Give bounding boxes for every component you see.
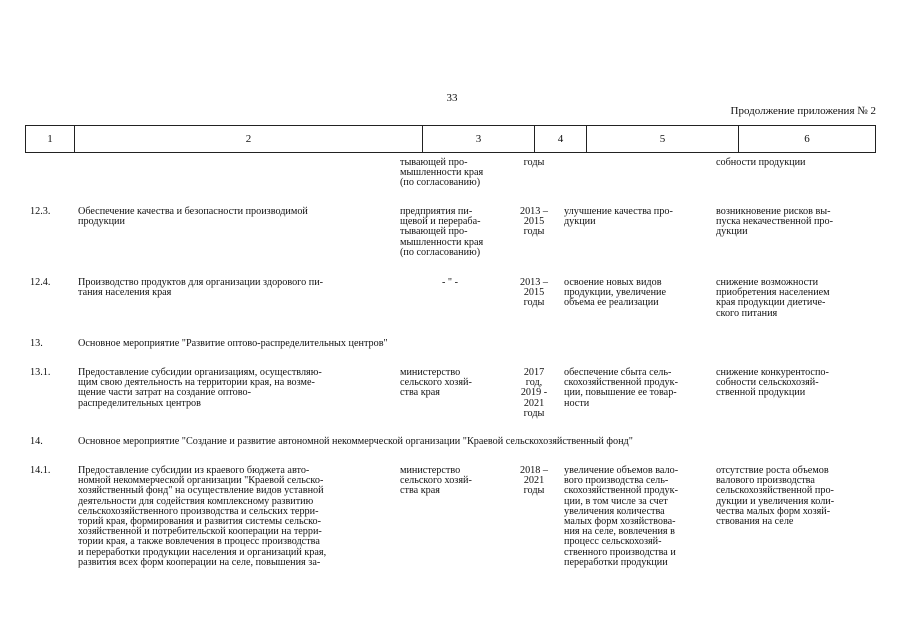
expected-result-line: продукции, увеличение [564, 287, 666, 299]
risk-line: собности сельскохозяй- [716, 377, 819, 389]
table-header [25, 125, 876, 153]
risk-line: отсутствие роста объемов [716, 465, 829, 476]
header-col-5: 5 [586, 126, 738, 152]
continued-executor-line: мышленности края [400, 167, 484, 179]
years-line: 2021 [523, 397, 545, 409]
risk-line: чества малых форм хозяй- [716, 505, 831, 517]
expected-result-line: переработки продукции [564, 556, 668, 568]
risk-line: края продукции диетиче- [716, 297, 826, 309]
expected-result-line: объема ее реализации [564, 297, 659, 309]
years-line: 2013 – [519, 206, 548, 217]
measure-name-line: щение части затрат на создание оптово- [78, 387, 252, 399]
expected-result-line: обеспечение сбыта сель- [564, 367, 672, 378]
expected-result-line: вого производства сель- [564, 475, 669, 487]
years-line: годы [523, 407, 545, 419]
expected-result-line: ности [564, 397, 590, 409]
measure-name-line: и переработки продукции населения и организаций края, [78, 546, 327, 558]
continued-executor-line: (по согласованию) [400, 177, 481, 189]
risk-line: валового производства [716, 475, 815, 487]
measure-name-line: Предоставление субсидии из краевого бюджета авто- [78, 465, 310, 476]
expected-result-line: процесс сельскохозяй- [564, 536, 662, 548]
measure-name-line: номной некоммерческой организации "Краевой сельско- [78, 475, 324, 487]
header-col-6: 6 [738, 126, 875, 152]
executor-line: министерство [400, 465, 461, 476]
executor-line: щевой и перераба- [400, 216, 481, 228]
expected-result-line: освоение новых видов [564, 277, 662, 288]
measure-name-line: тания населения края [78, 287, 172, 299]
measure-name-line: развития всех форм кооперации на селе, повышения за- [78, 556, 321, 568]
measure-name-line: торий края, формирования и развития системы сельско- [78, 516, 322, 527]
continued-years-line: годы [523, 157, 545, 168]
executor-line: сельского хозяй- [400, 377, 472, 389]
continued-executor-line: тывающей про- [400, 157, 468, 168]
expected-result-line: увеличение объемов вало- [564, 465, 679, 476]
row-number: 12.3. [30, 206, 51, 217]
section-title: Основное мероприятие "Развитие оптово-распределительных центров" [78, 338, 388, 349]
executor-line: тывающей про- [400, 226, 468, 238]
risk-line: пуска некачественной про- [716, 216, 833, 228]
years-line: 2013 – [519, 277, 548, 288]
expected-result-line: ции, в том числе за счет [564, 495, 668, 507]
measure-name-line: деятельности для содействия комплексному развитию [78, 495, 314, 507]
measure-name-line: Производство продуктов для организации здорового пи- [78, 277, 324, 288]
executor-line: (по согласованию) [400, 246, 481, 258]
years-line: 2015 [523, 287, 545, 299]
measure-name-line: распределительных центров [78, 397, 201, 409]
years-line: 2018 – [519, 465, 548, 476]
risk-line: ственной продукции [716, 387, 806, 399]
risk-line: снижение возможности [716, 277, 819, 288]
row-number: 13. [30, 338, 43, 349]
risk-line: возникновение рисков вы- [716, 206, 831, 217]
row-number: 12.4. [30, 277, 51, 288]
executor-line: ства края [400, 387, 440, 399]
years-line: год, [525, 377, 543, 389]
continued-risk-line: собности продукции [716, 157, 806, 168]
header-col-1: 1 [47, 133, 53, 145]
expected-result-line: увеличения количества [564, 505, 665, 517]
executor-line: - " - [441, 277, 459, 288]
measure-name-line: тории края, а также вовлечения в процесс производства [78, 536, 320, 548]
expected-result-line: скохозяйственной продук- [564, 377, 678, 389]
measure-name-line: хозяйственный фонд" на осуществление видов уставной [78, 485, 324, 497]
page-number: 33 [446, 92, 458, 104]
risk-line: ствования на селе [716, 516, 794, 527]
risk-line: ского питания [716, 307, 778, 319]
executor-line: предприятия пи- [400, 206, 473, 217]
expected-result-line: дукции [564, 216, 596, 228]
executor-line: ства края [400, 485, 440, 497]
expected-result-line: ственного производства и [564, 546, 676, 558]
expected-result-line: ния на селе, вовлечения в [564, 526, 675, 538]
executor-line: сельского хозяй- [400, 475, 472, 487]
measure-name-line: продукции [78, 216, 125, 228]
risk-line: дукции и увеличения коли- [716, 495, 835, 507]
risk-line: дукции [716, 226, 748, 238]
section-title: Основное мероприятие "Создание и развитие автономной некоммерческой организации "Краевой сельскохозяйственный фонд" [78, 436, 633, 447]
expected-result-line: малых форм хозяйствова- [564, 516, 676, 527]
years-line: годы [523, 226, 545, 238]
header-col-4: 4 [534, 126, 586, 152]
header-col-3: 3 [422, 126, 534, 152]
row-number: 13.1. [30, 367, 51, 378]
measure-name-line: Предоставление субсидии организациям, осуществляю- [78, 367, 322, 378]
measure-name-line: Обеспечение качества и безопасности производимой [78, 206, 308, 217]
row-number: 14.1. [30, 465, 51, 476]
years-line: 2015 [523, 216, 545, 228]
measure-name-line: сельскохозяйственного производства и сельских терри- [78, 505, 319, 517]
years-line: 2017 [523, 367, 545, 378]
risk-line: сельскохозяйственной про- [716, 485, 834, 497]
measure-name-line: хозяйственной и потребительской кооперации на терри- [78, 526, 322, 538]
executor-line: министерство [400, 367, 461, 378]
years-line: 2019 - [520, 387, 548, 399]
header-col-2: 2 [74, 126, 422, 152]
years-line: годы [523, 297, 545, 309]
appendix-continuation-title: Продолжение приложения № 2 [730, 105, 876, 117]
row-number: 14. [30, 436, 43, 447]
expected-result-line: улучшение качества про- [564, 206, 673, 217]
executor-line: мышленности края [400, 236, 484, 248]
risk-line: снижение конкурентоспо- [716, 367, 829, 378]
risk-line: приобретения населением [716, 287, 830, 299]
years-line: годы [523, 485, 545, 497]
years-line: 2021 [523, 475, 545, 487]
measure-name-line: щим свою деятельность на территории края, на возме- [78, 377, 315, 389]
expected-result-line: скохозяйственной продук- [564, 485, 678, 497]
expected-result-line: ции, повышение ее товар- [564, 387, 677, 399]
